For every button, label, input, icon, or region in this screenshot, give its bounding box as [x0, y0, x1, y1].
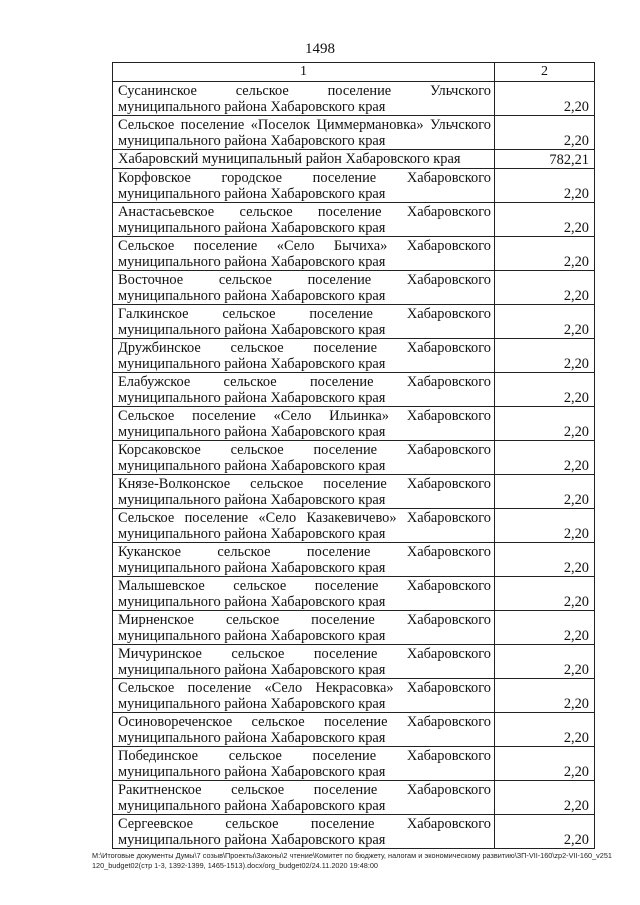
- table-row: [113, 577, 595, 611]
- table-row: [113, 509, 595, 543]
- table-row: [113, 271, 595, 305]
- table-row: [113, 713, 595, 747]
- amount-cell: 2,20: [495, 781, 595, 815]
- table-row: [113, 543, 595, 577]
- table-row: [113, 645, 595, 679]
- table-row: [113, 203, 595, 237]
- table-row: [113, 441, 595, 475]
- municipality-name-cell: Сельское поселение «Село Ильинка» Хабаровского муниципального района Хабаровского края: [113, 407, 495, 441]
- municipality-name-cell: Ракитненское сельское поселение Хабаровского муниципального района Хабаровского края: [113, 781, 495, 815]
- amount-cell: 2,20: [495, 815, 595, 849]
- table-row: [113, 407, 595, 441]
- municipality-name-cell: Восточное сельское поселение Хабаровского муниципального района Хабаровского края: [113, 271, 495, 305]
- amount-cell: 2,20: [495, 645, 595, 679]
- municipality-name-cell: Побединское сельское поселение Хабаровского муниципального района Хабаровского края: [113, 747, 495, 781]
- amount-cell: 782,21: [495, 150, 595, 169]
- municipality-name-cell: Хабаровский муниципальный район Хабаровского края: [113, 150, 495, 169]
- municipality-name-cell: Корфовское городское поселение Хабаровского муниципального района Хабаровского края: [113, 169, 495, 203]
- table-row: [113, 679, 595, 713]
- amount-cell: 2,20: [495, 713, 595, 747]
- table-row: [113, 611, 595, 645]
- table-row: [113, 747, 595, 781]
- column-header-2: 2: [495, 63, 595, 82]
- amount-cell: 2,20: [495, 747, 595, 781]
- municipality-name-cell: Сельское поселение «Поселок Циммермановка» Ульчского муниципального района Хабаровского края: [113, 116, 495, 150]
- amount-cell: 2,20: [495, 82, 595, 116]
- municipality-name-cell: Корсаковское сельское поселение Хабаровского муниципального района Хабаровского края: [113, 441, 495, 475]
- table-header-row: [113, 63, 595, 82]
- table-row: [113, 150, 595, 169]
- table-row: [113, 339, 595, 373]
- amount-cell: 2,20: [495, 271, 595, 305]
- municipality-name-cell: Галкинское сельское поселение Хабаровского муниципального района Хабаровского края: [113, 305, 495, 339]
- amount-cell: 2,20: [495, 577, 595, 611]
- amount-cell: 2,20: [495, 373, 595, 407]
- document-path-footer: M:\Итоговые документы Думы\7 созыв\Проекты\Законы\2 чтение\Комитет по бюджету, налогам и экономическому развитию\ЗП-VII-160\zp2-VII-160_v251120_budget02(стр 1-3, 1392-1399, 1465-1513).docx/org_budget02/24.11.2020 19:48:00: [92, 851, 612, 870]
- amount-cell: 2,20: [495, 116, 595, 150]
- amount-cell: 2,20: [495, 441, 595, 475]
- table-row: [113, 82, 595, 116]
- municipality-name-cell: Мичуринское сельское поселение Хабаровского муниципального района Хабаровского края: [113, 645, 495, 679]
- municipality-name-cell: Елабужское сельское поселение Хабаровского муниципального района Хабаровского края: [113, 373, 495, 407]
- table-row: [113, 373, 595, 407]
- table-row: [113, 169, 595, 203]
- amount-cell: 2,20: [495, 509, 595, 543]
- page-number: 1498: [305, 41, 335, 57]
- amount-cell: 2,20: [495, 679, 595, 713]
- table-row: [113, 815, 595, 849]
- municipality-name-cell: Осиновореченское сельское поселение Хабаровского муниципального района Хабаровского края: [113, 713, 495, 747]
- amount-cell: 2,20: [495, 339, 595, 373]
- budget-table: [112, 62, 595, 849]
- municipality-name-cell: Сельское поселение «Село Казакевичево» Хабаровского муниципального района Хабаровского края: [113, 509, 495, 543]
- municipality-name-cell: Сергеевское сельское поселение Хабаровского муниципального района Хабаровского края: [113, 815, 495, 849]
- table-row: [113, 475, 595, 509]
- municipality-name-cell: Мирненское сельское поселение Хабаровского муниципального района Хабаровского края: [113, 611, 495, 645]
- municipality-name-cell: Анастасьевское сельское поселение Хабаровского муниципального района Хабаровского края: [113, 203, 495, 237]
- municipality-name-cell: Куканское сельское поселение Хабаровского муниципального района Хабаровского края: [113, 543, 495, 577]
- table-row: [113, 116, 595, 150]
- table-row: [113, 305, 595, 339]
- amount-cell: 2,20: [495, 305, 595, 339]
- amount-cell: 2,20: [495, 543, 595, 577]
- municipality-name-cell: Князе-Волконское сельское поселение Хабаровского муниципального района Хабаровского края: [113, 475, 495, 509]
- municipality-name-cell: Дружбинское сельское поселение Хабаровского муниципального района Хабаровского края: [113, 339, 495, 373]
- amount-cell: 2,20: [495, 169, 595, 203]
- amount-cell: 2,20: [495, 475, 595, 509]
- amount-cell: 2,20: [495, 407, 595, 441]
- municipality-name-cell: Сусанинское сельское поселение Ульчского муниципального района Хабаровского края: [113, 82, 495, 116]
- municipality-name-cell: Малышевское сельское поселение Хабаровского муниципального района Хабаровского края: [113, 577, 495, 611]
- amount-cell: 2,20: [495, 611, 595, 645]
- table-row: [113, 781, 595, 815]
- municipality-name-cell: Сельское поселение «Село Бычиха» Хабаровского муниципального района Хабаровского края: [113, 237, 495, 271]
- table-row: [113, 237, 595, 271]
- amount-cell: 2,20: [495, 237, 595, 271]
- municipality-name-cell: Сельское поселение «Село Некрасовка» Хабаровского муниципального района Хабаровского края: [113, 679, 495, 713]
- column-header-1: 1: [113, 63, 495, 82]
- amount-cell: 2,20: [495, 203, 595, 237]
